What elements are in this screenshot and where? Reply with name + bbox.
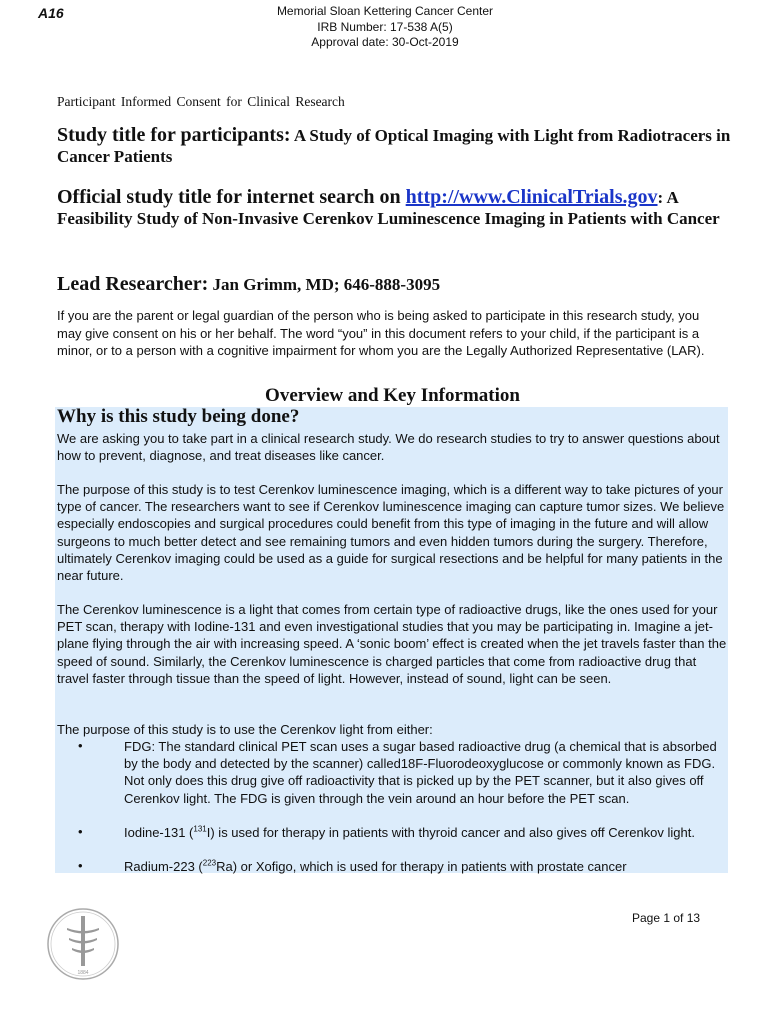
lead-researcher-value: Jan Grimm, MD; 646-888-3095 (208, 275, 441, 294)
bullet-text-post: I) is used for therapy in patients with thyroid cancer and also gives off Cerenkov light. (206, 825, 695, 840)
lead-researcher (57, 274, 737, 295)
page-number: Page 1 of 13 (632, 911, 701, 925)
official-title (57, 187, 737, 229)
bullet-item-fdg: FDG: The standard clinical PET scan uses a sugar based radioactive drug (a chemical that is absorbed by the body and detected by the scanner) called18F-Fluorodeoxyglucose or commonly known as FDG. Not only does this drug give off radioactivity that is picked up by the PET scanner, but it also gives off Cerenkov light. The FDG is given through the vein around an hour before the PET scan. (124, 739, 717, 806)
bullet-text-pre: Radium-223 ( (124, 859, 203, 874)
lead-researcher-label: Lead Researcher: (57, 273, 209, 295)
paragraph: The purpose of this study is to use the Cerenkov light from either: (57, 722, 433, 737)
bullet-item-radium (124, 858, 724, 875)
bullet-text-post: Ra) or Xofigo, which is used for therapy in patients with prostate cancer (216, 859, 627, 874)
superscript: 131 (193, 824, 207, 834)
paragraph: The purpose of this study is to test Cerenkov luminescence imaging, which is a different way to take pictures of your type of cancer. The researchers want to see if Cerenkov luminescence imaging can capture tumor sizes. We believe especially endoscopies and surgical procedures could benefit from this type of imaging in the future and will allow surgeons to much better detect and see remaining tumors and even hidden tumors during the surgery. Therefore, ultimately Cerenkov imaging could be used as a guide for surgical resections and be helpful for many patients in the near future. (57, 482, 725, 584)
lar-paragraph: If you are the parent or legal guardian of the person who is being asked to participate in this research study, you may give consent on his or her behalf. The word “you” in this document refers to your child, if the participant is a minor, or to a person with a cognitive impairment for whom you are the Legally Authorized Representative (LAR). (57, 308, 705, 358)
clinicaltrials-link[interactable]: http://www.ClinicalTrials.gov (405, 186, 658, 208)
logo-year: 1884 (77, 970, 89, 976)
form-code: A16 (38, 5, 64, 21)
study-title (57, 125, 737, 167)
document-header (0, 4, 770, 51)
mskcc-logo-icon (45, 906, 121, 982)
bullet-marker: • (78, 858, 83, 873)
study-title-label: Study title for participants: (57, 124, 291, 146)
official-title-label: Official study title for internet search on (57, 186, 406, 208)
bullet-item-iodine (124, 824, 724, 841)
bullet-marker: • (78, 738, 83, 753)
paragraph: We are asking you to take part in a clinical research study. We do research studies to try to answer questions about how to prevent, diagnose, and treat diseases like cancer. (57, 431, 720, 464)
consent-label: Participant Informed Consent for Clinical Research (57, 94, 345, 109)
official-title-value: : A Feasibility Study of Non-Invasive Cerenkov Luminescence Imaging in Patients with Cancer (57, 188, 720, 228)
study-title-value: A Study of Optical Imaging with Light from Radiotracers in Cancer Patients (57, 126, 731, 166)
approval-date: Approval date: 30-Oct-2019 (311, 35, 459, 49)
bullet-text-pre: Iodine-131 ( (124, 825, 194, 840)
paragraph: The Cerenkov luminescence is a light that comes from certain type of radioactive drugs, like the ones used for your PET scan, therapy with Iodine-131 and even investigational studies that you may be participating in. Imagine a jet-plane flying through the air with increasing speed. A ‘sonic boom’ effect is created when the jet travels faster than the speed of sound. Similarly, the Cerenkov luminescence is charged particles that come from radioactive drug that travel faster through tissue than the speed of light. However, instead of sound, light can be seen. (57, 602, 727, 686)
overview-heading: Overview and Key Information (265, 385, 520, 406)
irb-number: IRB Number: 17-538 A(5) (317, 19, 453, 34)
institution-name: Memorial Sloan Kettering Cancer Center (276, 4, 494, 18)
bullet-marker: • (78, 824, 83, 839)
why-heading: Why is this study being done? (57, 406, 300, 427)
superscript: 223 (202, 858, 217, 868)
